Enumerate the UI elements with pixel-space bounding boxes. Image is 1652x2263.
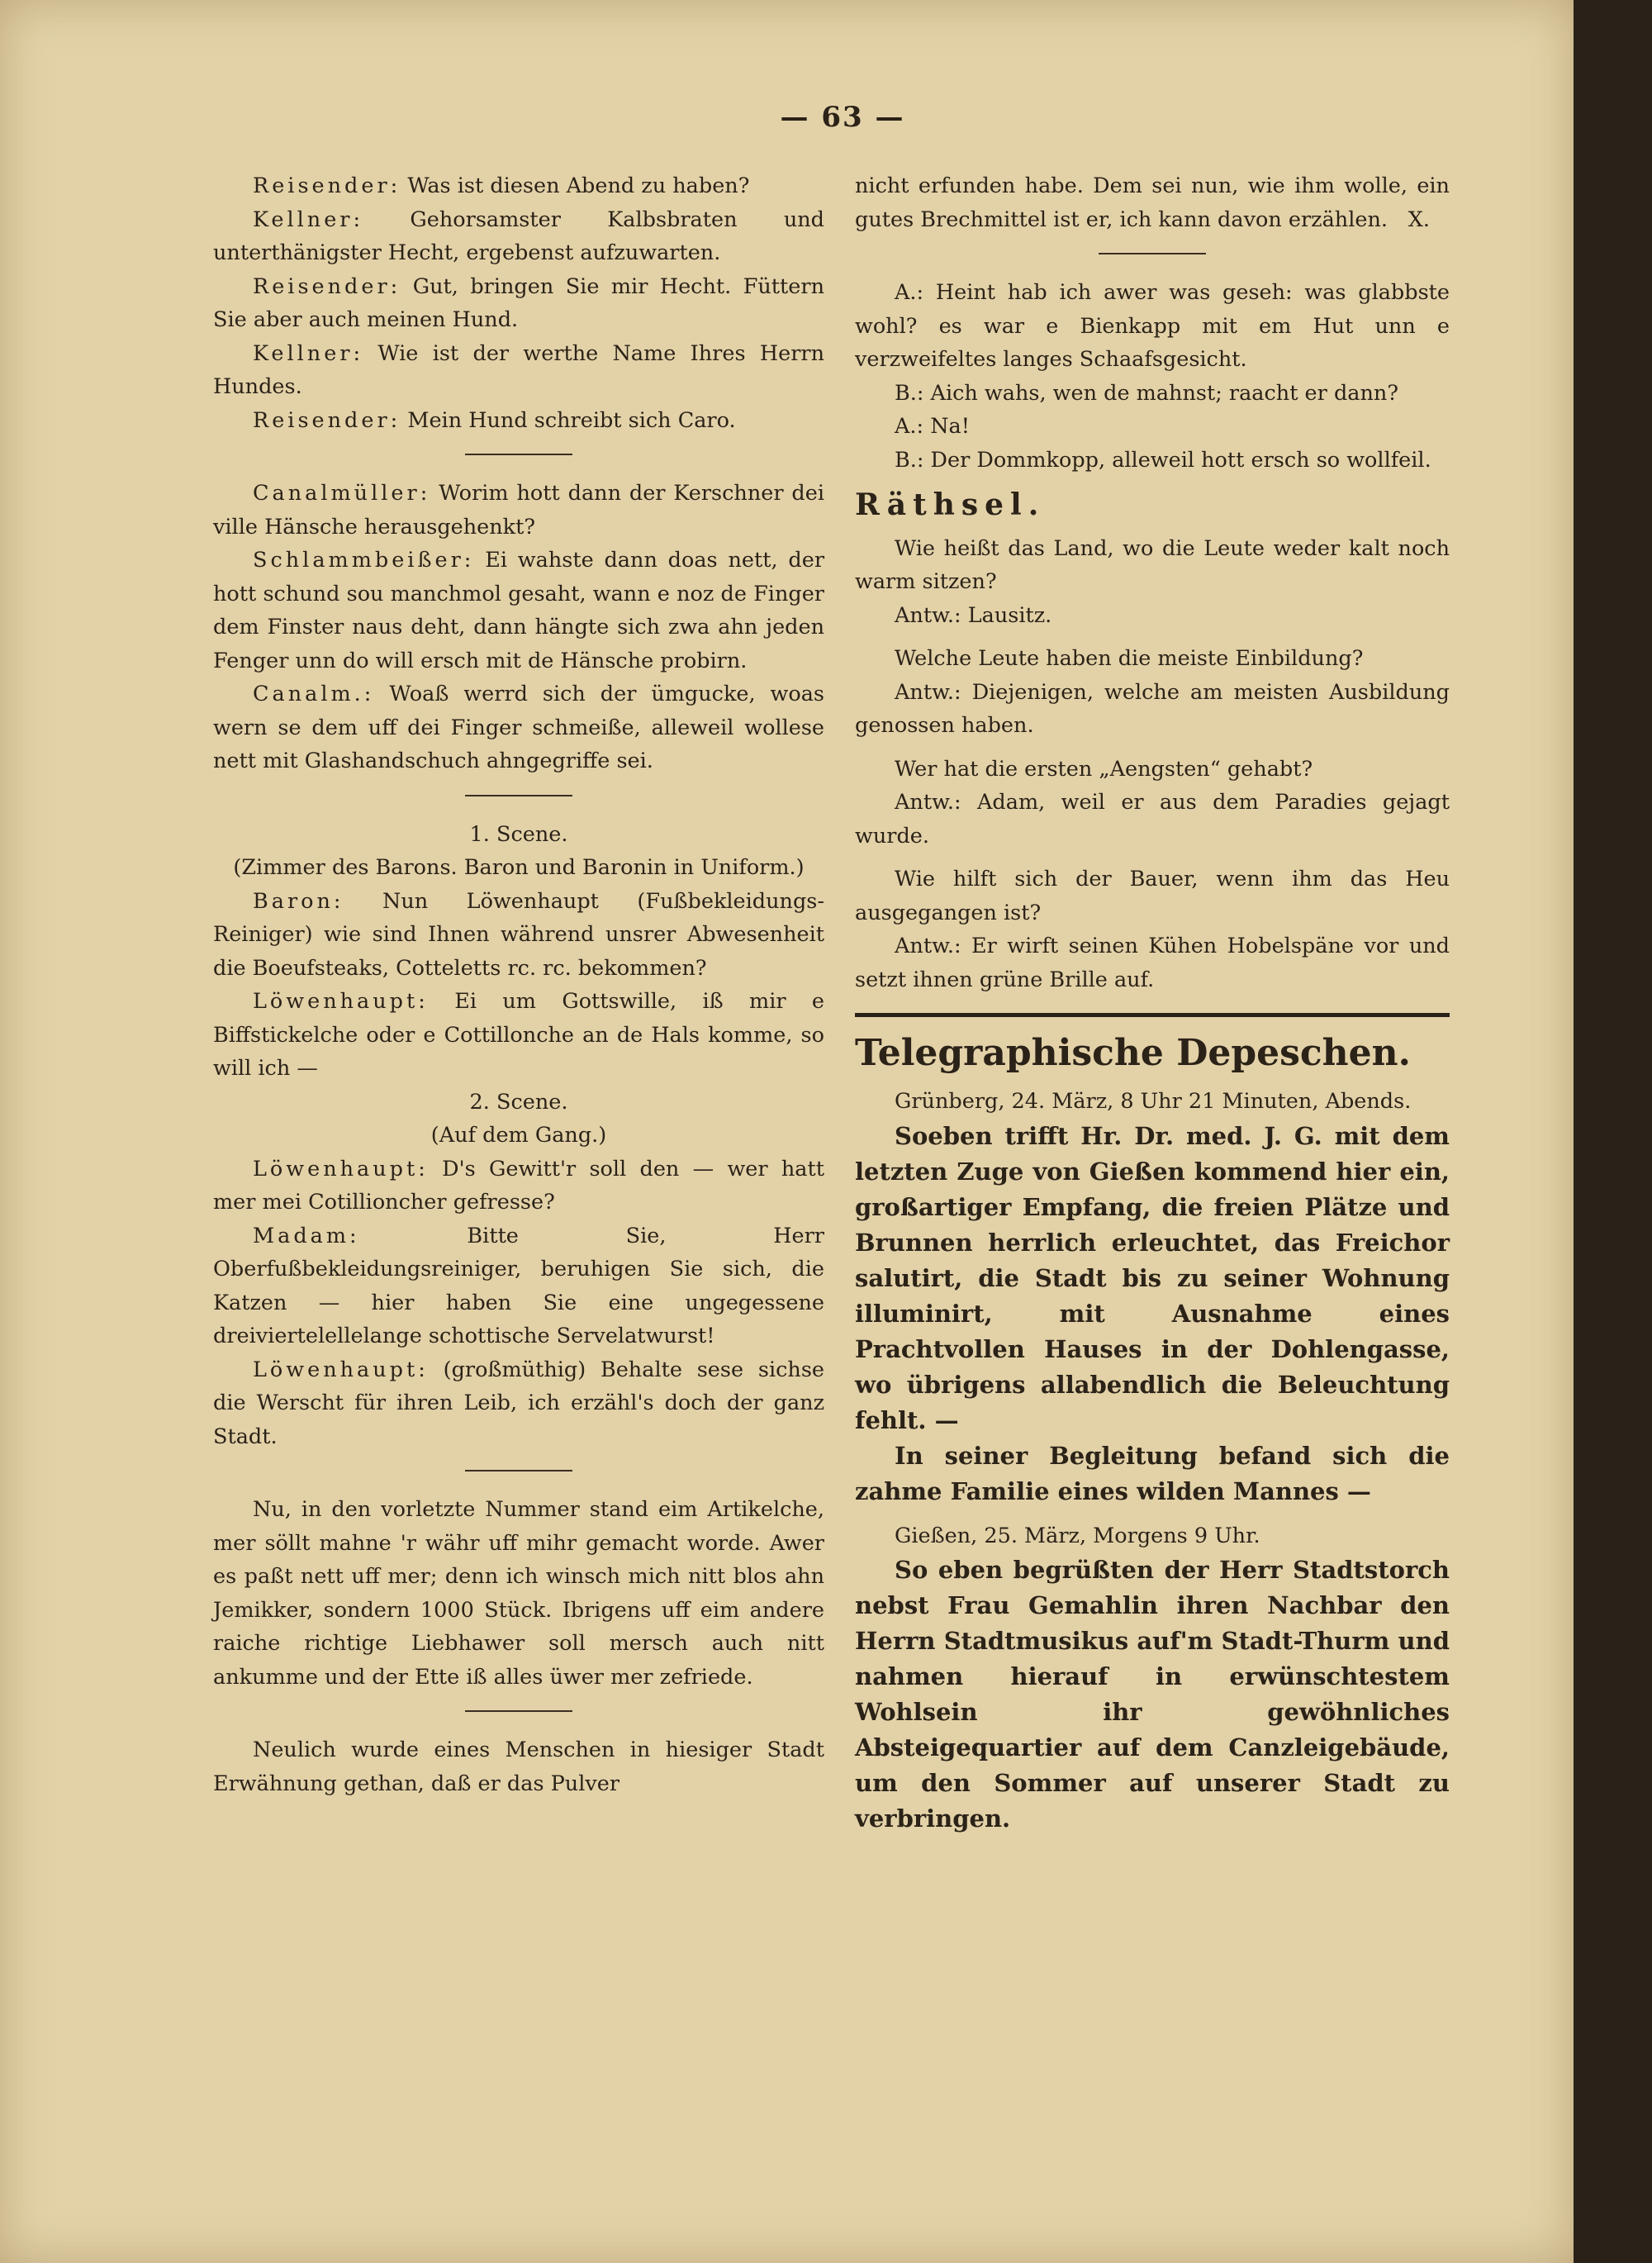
scene-one	[213, 818, 824, 1086]
riddles-heading: Räthsel.	[855, 487, 1046, 522]
riddle-question: Wie hilft sich der Bauer, wenn ihm das Heu ausgegangen ist?	[855, 867, 1450, 925]
page-number: — 63 —	[780, 101, 905, 134]
telegram-dateline: Gießen, 25. März, Morgens 9 Uhr.	[895, 1523, 1260, 1548]
paragraph-continuation: nicht erfunden habe. Dem sei nun, wie ihm wolle, ein gutes Brechmittel ist er, ich kann davon erzählen. X.	[855, 169, 1450, 236]
dialog-line: Kellner: Gehorsamster Kalbsbraten und unterthänigster Hecht, ergebenst aufzuwarten.	[213, 207, 825, 265]
dialog-line: Baron: Nun Löwenhaupt (Fußbekleidungs-Reiniger) wie sind Ihnen während unsrer Abwesenheit die Boeufsteaks, Cotteletts rc. rc. bekommen?	[213, 888, 824, 981]
telegram-body: So eben begrüßten der Herr Stadtstorch nebst Frau Gemahlin ihren Nachbar den Herrn Stadtmusikus auf'm Stadt-Thurm und nahmen hierauf in erwünschtestem Wohlsein ihr gewöhnliches Absteigequartier auf dem Canzleigebäude, um den Sommer auf unserer Stadt zu verbringen.	[855, 1556, 1450, 1833]
section-divider	[465, 795, 572, 796]
section-divider	[465, 1470, 572, 1471]
paragraph-nu: Nu, in den vorletzte Nummer stand eim Artikelche, mer söllt mahne 'r währ uff mihr gemacht worde. Awer es paßt nett uff mer; denn ich winsch mich nitt blos ahn Jemikker, sondern 1000 Stück. Ibrigens uff eim andere raiche richtige Liebhawer soll mersch auch nitt ankumme und der Ette iß alles üwer mer zefriede.	[213, 1497, 824, 1690]
riddles-list	[855, 532, 1450, 997]
scene-note: (Zimmer des Barons. Baron und Baronin in Uniform.)	[233, 855, 805, 880]
dialog-line: Reisender: Mein Hund schreibt sich Caro.	[253, 407, 736, 433]
dialog-line: Löwenhaupt: (großmüthig) Behalte sese sichse die Werscht für ihren Leib, ich erzähl's doch der ganz Stadt.	[213, 1357, 824, 1449]
paragraph-neulich: Neulich wurde eines Menschen in hiesiger Stadt Erwähnung gethan, daß er das Pulver	[213, 1738, 824, 1796]
section-divider	[465, 454, 572, 455]
riddle-question: Wie heißt das Land, wo die Leute weder kalt noch warm sitzen?	[855, 535, 1450, 594]
dialog-line: B.: Der Dommkopp, alleweil hott ersch so wollfeil.	[895, 447, 1431, 473]
dialog-waiter	[213, 169, 824, 437]
dialog-line: A.: Heint hab ich awer was geseh: was glabbste wohl? es war e Bienkapp mit em Hut unn e verzweifeltes langes Schaafsgesicht.	[855, 280, 1450, 372]
dialog-line: Canalmüller: Worim hott dann der Kerschner dei ville Hänsche herausgehenkt?	[213, 481, 825, 540]
dialog-ab	[855, 276, 1450, 477]
scene-title: 2. Scene.	[469, 1089, 568, 1115]
telegram-body: Soeben trifft Hr. Dr. med. J. G. mit dem letzten Zuge von Gießen kommend hier ein, großartiger Empfang, die freien Plätze und Brunnen herrlich erleuchtet, das Freichor salutirt, die Stadt bis zu seiner Wohnung illuminirt, mit Ausnahme eines Prachtvollen Hauses in der Dohlengasse, wo übrigens allabendlich die Beleuchtung fehlt. —	[855, 1121, 1450, 1434]
dialog-line: Madam: Bitte Sie, Herr Oberfußbekleidungsreiniger, beruhigen Sie sich, die Katzen — hier haben Sie eine ungegessene dreiviertelellelange schottische Servelatwurst!	[213, 1223, 824, 1348]
telegrams-heading: Telegraphische Depeschen.	[855, 1032, 1411, 1074]
telegram-gruenberg	[855, 1085, 1450, 1509]
dialog-line: A.: Na!	[895, 414, 970, 439]
dialog-canal	[213, 477, 824, 778]
riddle-answer: Antw.: Diejenigen, welche am meisten Ausbildung genossen haben.	[855, 679, 1450, 738]
left-column	[213, 169, 824, 1800]
riddle-answer: Antw.: Lausitz.	[895, 602, 1052, 628]
dialog-line: Reisender: Was ist diesen Abend zu haben?	[253, 174, 750, 198]
dialog-line: B.: Aich wahs, wen de mahnst; raacht er dann?	[895, 380, 1398, 406]
signature: X.	[1408, 207, 1430, 232]
riddle-answer: Antw.: Er wirft seinen Kühen Hobelspäne vor und setzt ihnen grüne Brille auf.	[855, 934, 1450, 992]
section-divider-thick	[855, 1013, 1450, 1017]
scene-note: (Auf dem Gang.)	[430, 1123, 607, 1148]
scene-title: 1. Scene.	[469, 821, 568, 847]
telegram-body: In seiner Begleitung befand sich die zahme Familie eines wilden Mannes —	[855, 1441, 1450, 1505]
dialog-line: Canalm.: Woaß werrd sich der ümgucke, woas wern se dem uff dei Finger schmeiße, alleweil wollese nett mit Glashandschuch ahngegriffe sei.	[213, 682, 825, 773]
telegram-dateline: Grünberg, 24. März, 8 Uhr 21 Minuten, Abends.	[895, 1089, 1412, 1114]
riddle-answer: Antw.: Adam, weil er aus dem Paradies gejagt wurde.	[855, 790, 1450, 849]
riddle-question: Welche Leute haben die meiste Einbildung?	[895, 646, 1364, 671]
dialog-line: Löwenhaupt: D's Gewitt'r soll den — wer hatt mer mei Cotillioncher gefresse?	[213, 1156, 824, 1215]
dialog-line: Kellner: Wie ist der werthe Name Ihres Herrn Hundes.	[213, 340, 824, 399]
dialog-line: Reisender: Gut, bringen Sie mir Hecht. Füttern Sie aber auch meinen Hund.	[213, 273, 825, 332]
section-divider	[1099, 253, 1206, 254]
dialog-line: Schlammbeißer: Ei wahste dann doas nett, der hott schund sou manchmol gesaht, wann e noz de Finger dem Finster naus deht, dann hängte sich zwa ahn jeden Fenger unn do will ersch mit de Hänsche probirn.	[213, 548, 825, 673]
section-divider	[465, 1710, 572, 1712]
riddle-question: Wer hat die ersten „Aengsten“ gehabt?	[895, 756, 1313, 782]
scene-two	[213, 1086, 824, 1454]
dialog-line: Löwenhaupt: Ei um Gottswille, iß mir e Biffstickelche oder e Cottillonche an de Hals komme, so will ich —	[213, 989, 825, 1081]
right-column	[855, 169, 1450, 1837]
telegram-giessen	[855, 1519, 1450, 1837]
